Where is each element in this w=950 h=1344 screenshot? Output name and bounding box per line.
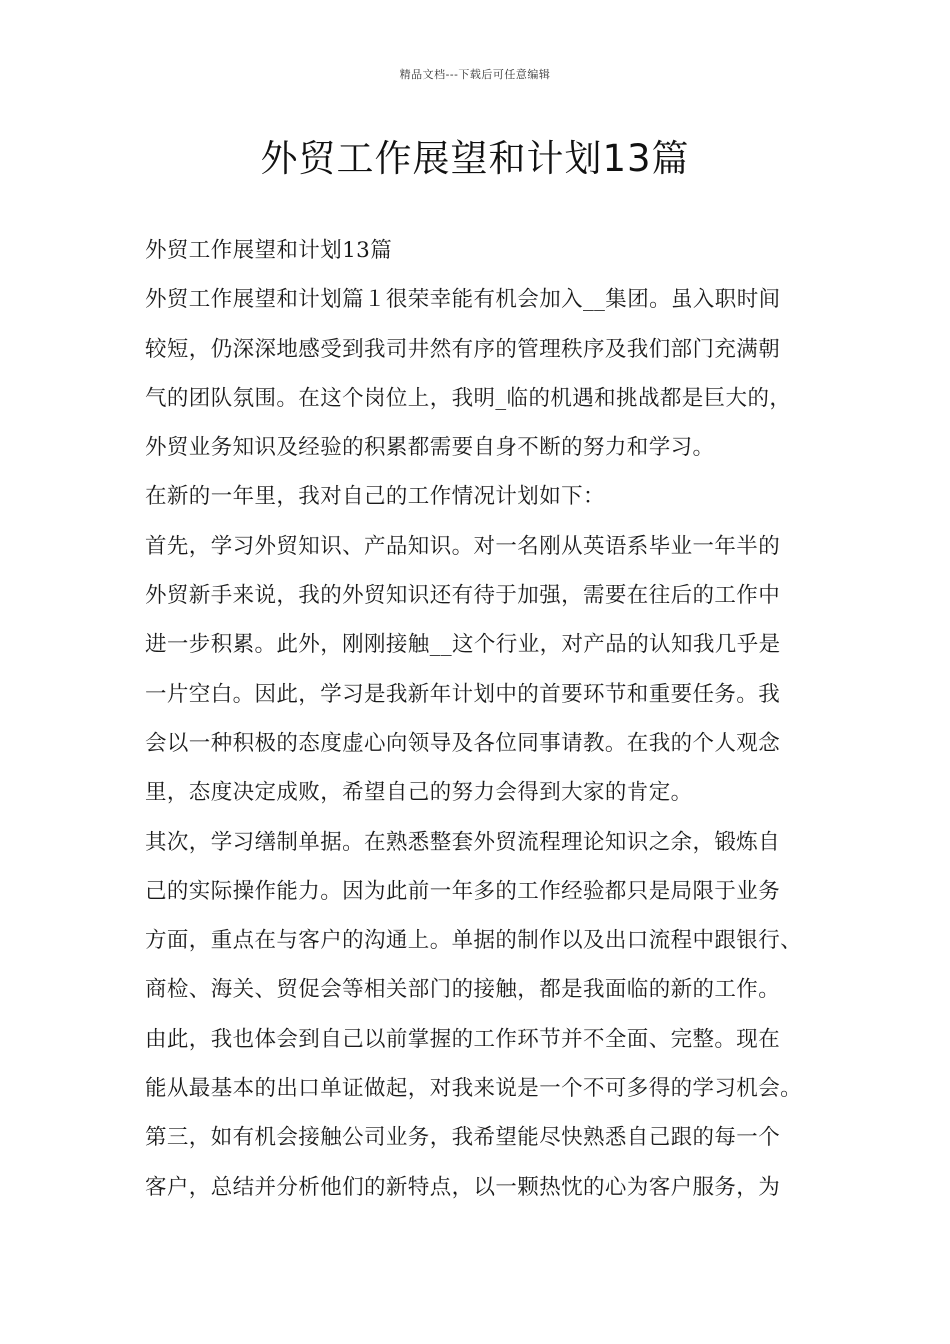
- body-line: 方面，重点在与客户的沟通上。单据的制作以及出口流程中跟银行、: [145, 928, 803, 954]
- body-line: 外贸工作展望和计划13篇: [145, 238, 393, 263]
- document-body: [145, 229, 835, 1215]
- body-line: 在新的一年里，我对自己的工作情况计划如下：: [145, 484, 605, 510]
- body-line: 其次，学习缮制单据。在熟悉整套外贸流程理论知识之余，锻炼自: [145, 829, 781, 855]
- body-line: 较短，仍深深地感受到我司井然有序的管理秩序及我们部门充满朝: [145, 336, 781, 362]
- body-line: 一片空白。因此，学习是我新年计划中的首要环节和重要任务。我: [145, 681, 781, 707]
- body-line: 第三，如有机会接触公司业务，我希望能尽快熟悉自己跟的每一个: [145, 1125, 781, 1151]
- body-line: 首先，学习外贸知识、产品知识。对一名刚从英语系毕业一年半的: [145, 533, 781, 559]
- body-line: 外贸工作展望和计划篇１很荣幸能有机会加入__集团。虽入职时间: [145, 287, 781, 313]
- body-line: 由此，我也体会到自己以前掌握的工作环节并不全面、完整。现在: [145, 1026, 781, 1052]
- body-line: 己的实际操作能力。因为此前一年多的工作经验都只是局限于业务: [145, 878, 781, 904]
- body-line: 能从最基本的出口单证做起，对我来说是一个不可多得的学习机会。: [145, 1076, 803, 1102]
- body-line: 外贸业务知识及经验的积累都需要自身不断的努力和学习。: [145, 435, 715, 461]
- body-line: 进一步积累。此外，刚刚接触__这个行业，对产品的认知我几乎是: [145, 632, 781, 658]
- document-title: 外贸工作展望和计划13篇: [260, 137, 690, 180]
- body-line: 客户，总结并分析他们的新特点，以一颗热忱的心为客户服务，为: [145, 1174, 781, 1200]
- body-line: 外贸新手来说，我的外贸知识还有待于加强，需要在往后的工作中: [145, 583, 781, 609]
- body-line: 商检、海关、贸促会等相关部门的接触，都是我面临的新的工作。: [145, 977, 781, 1003]
- body-line: 会以一种积极的态度虚心向领导及各位同事请教。在我的个人观念: [145, 730, 781, 756]
- body-line: 气的团队氛围。在这个岗位上，我明_临的机遇和挑战都是巨大的，: [145, 385, 792, 411]
- body-line: 里，态度决定成败，希望自己的努力会得到大家的肯定。: [145, 780, 693, 806]
- header-note: 精品文档---下载后可任意编辑: [399, 68, 551, 81]
